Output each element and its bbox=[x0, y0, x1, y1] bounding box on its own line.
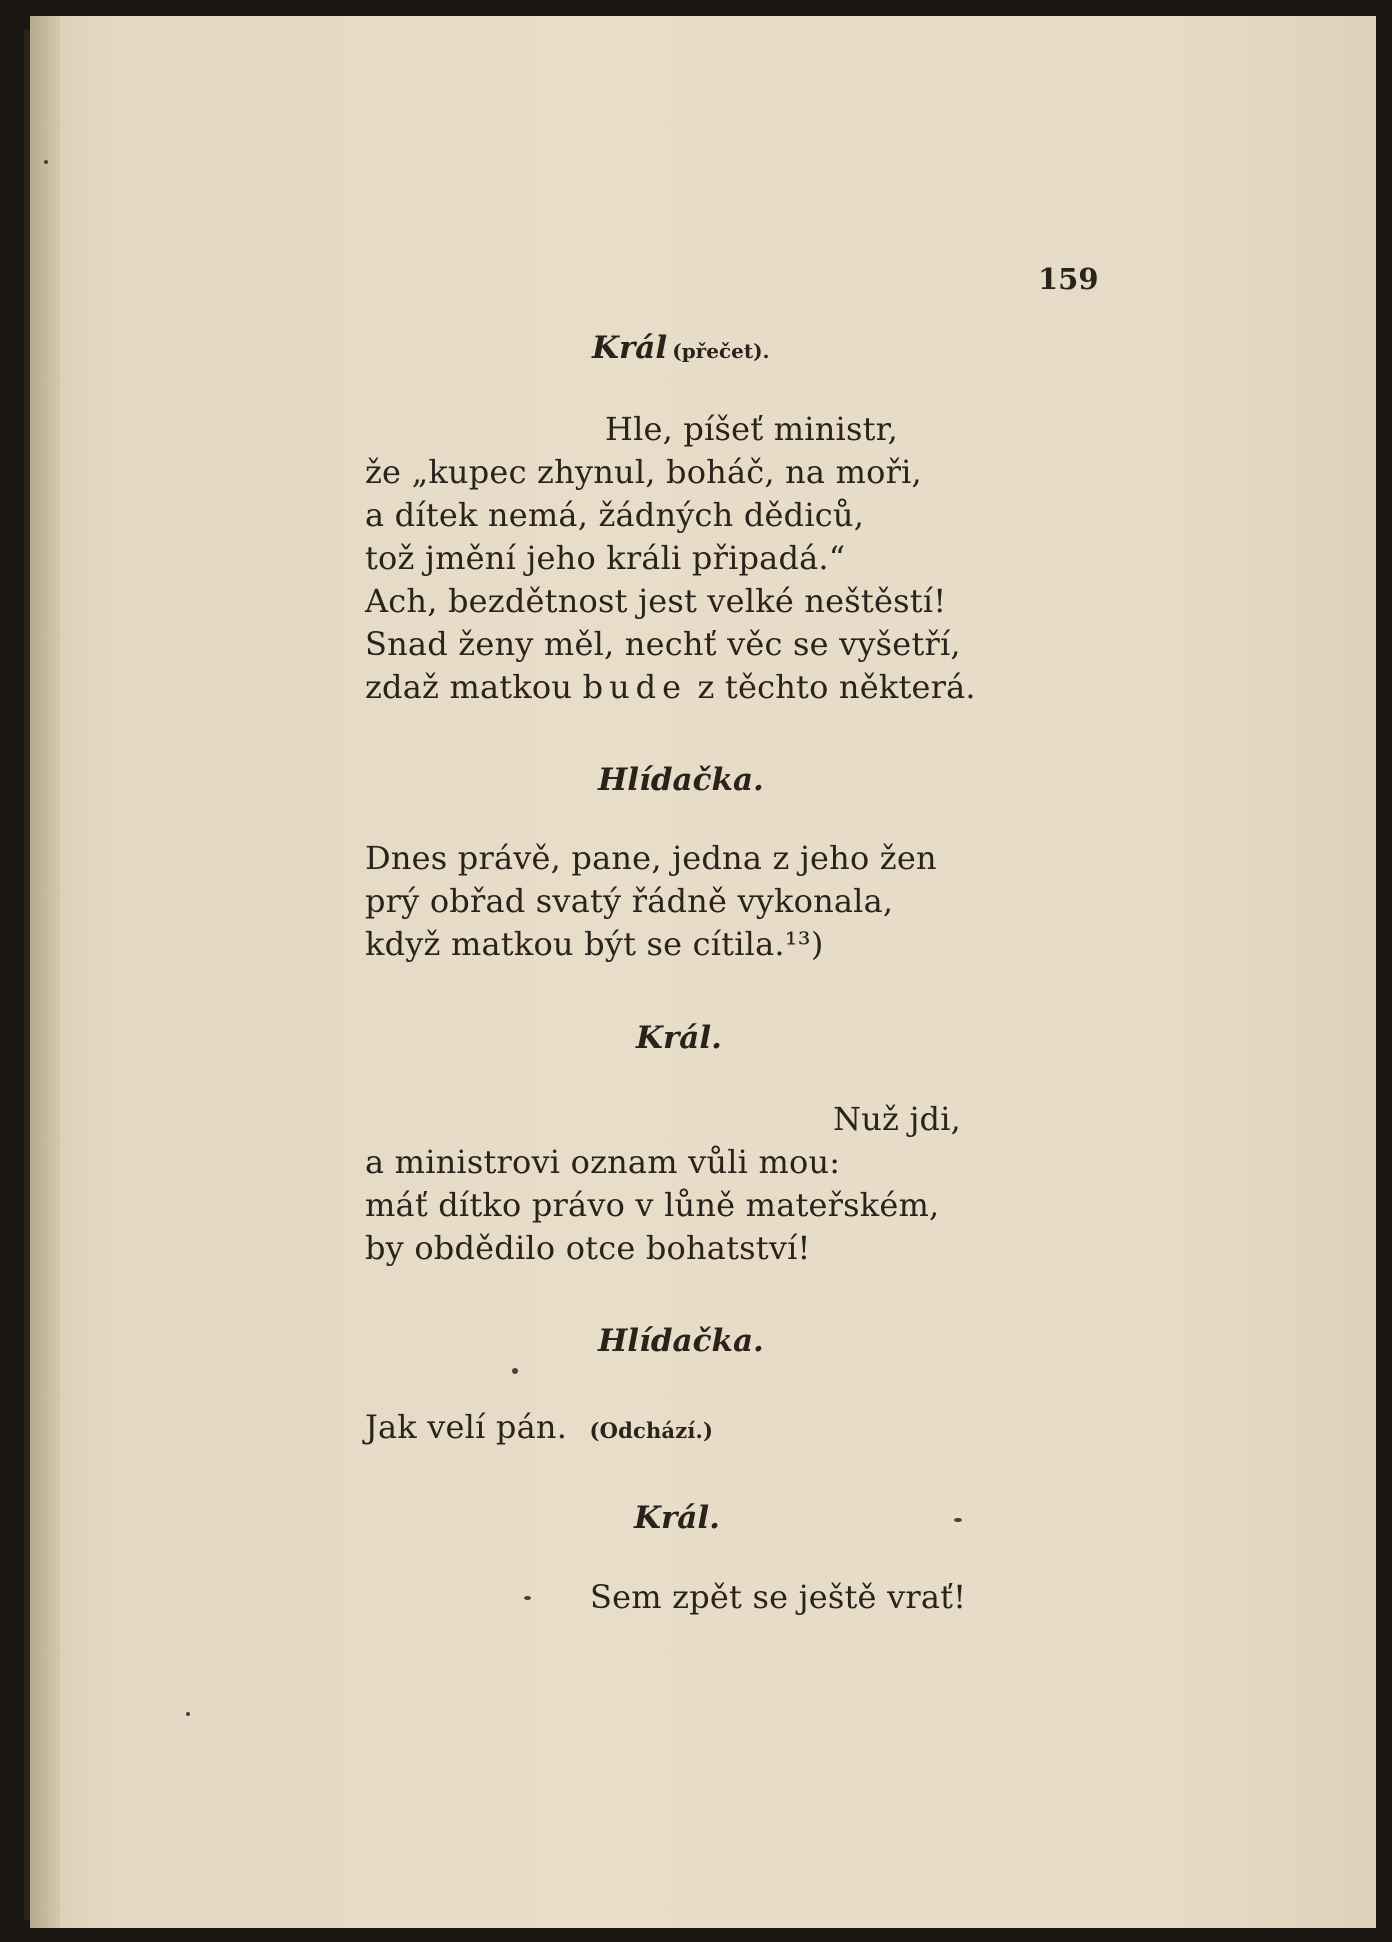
line-part: zdaž matkou bbox=[365, 668, 583, 706]
verse-line: Dnes právě, pane, jedna z jeho žen bbox=[365, 839, 937, 877]
print-speck bbox=[44, 160, 48, 164]
verse-line: když matkou být se cítila.¹³) bbox=[365, 925, 824, 963]
verse-line: Ach, bezdětnost jest velké neštěstí! bbox=[365, 582, 947, 620]
paper-sheet bbox=[30, 16, 1378, 1928]
stage-direction: (Odchází.) bbox=[589, 1418, 714, 1443]
verse-line: tož jmění jeho králi připadá.“ bbox=[365, 539, 846, 577]
verse-line: a dítek nemá, žádných dědiců, bbox=[365, 496, 865, 534]
speaker-heading: Král. bbox=[634, 1500, 720, 1536]
verse-line: máť dítko právo v lůně mateřském, bbox=[365, 1186, 940, 1224]
line-text: Jak velí pán. bbox=[365, 1408, 568, 1446]
verse-line: že „kupec zhynul, boháč, na moři, bbox=[365, 453, 922, 491]
verse-line: Hle, píšeť ministr, bbox=[605, 410, 898, 448]
print-speck bbox=[524, 1596, 531, 1600]
speaker-heading bbox=[592, 330, 770, 366]
speaker-name: Král bbox=[592, 330, 668, 366]
print-speck bbox=[512, 1368, 518, 1374]
print-speck bbox=[954, 1518, 962, 1522]
verse-line: a ministrovi oznam vůli mou: bbox=[365, 1143, 841, 1181]
speaker-heading: Hlídačka. bbox=[598, 762, 764, 798]
line-part: z těchto některá. bbox=[687, 668, 976, 706]
scan-border bbox=[1376, 0, 1392, 1942]
verse-line: Snad ženy měl, nechť věc se vyšetří, bbox=[365, 625, 961, 663]
verse-line: Nuž jdi, bbox=[833, 1100, 962, 1138]
verse-line bbox=[365, 1408, 713, 1446]
verse-line: Sem zpět se ještě vrať! bbox=[590, 1578, 967, 1616]
page-number: 159 bbox=[1038, 262, 1099, 296]
stage-direction: (přečet). bbox=[672, 339, 770, 363]
verse-line: by obdědilo otce bohatství! bbox=[365, 1229, 811, 1267]
binding-shadow bbox=[30, 16, 60, 1928]
verse-line bbox=[365, 668, 976, 706]
print-speck bbox=[186, 1712, 190, 1716]
speaker-heading: Hlídačka. bbox=[598, 1323, 764, 1359]
verse-line: prý obřad svatý řádně vykonala, bbox=[365, 882, 894, 920]
book-spine-edge bbox=[24, 30, 30, 1920]
speaker-heading: Král. bbox=[636, 1020, 722, 1056]
emphasized-word: bude bbox=[582, 668, 688, 706]
